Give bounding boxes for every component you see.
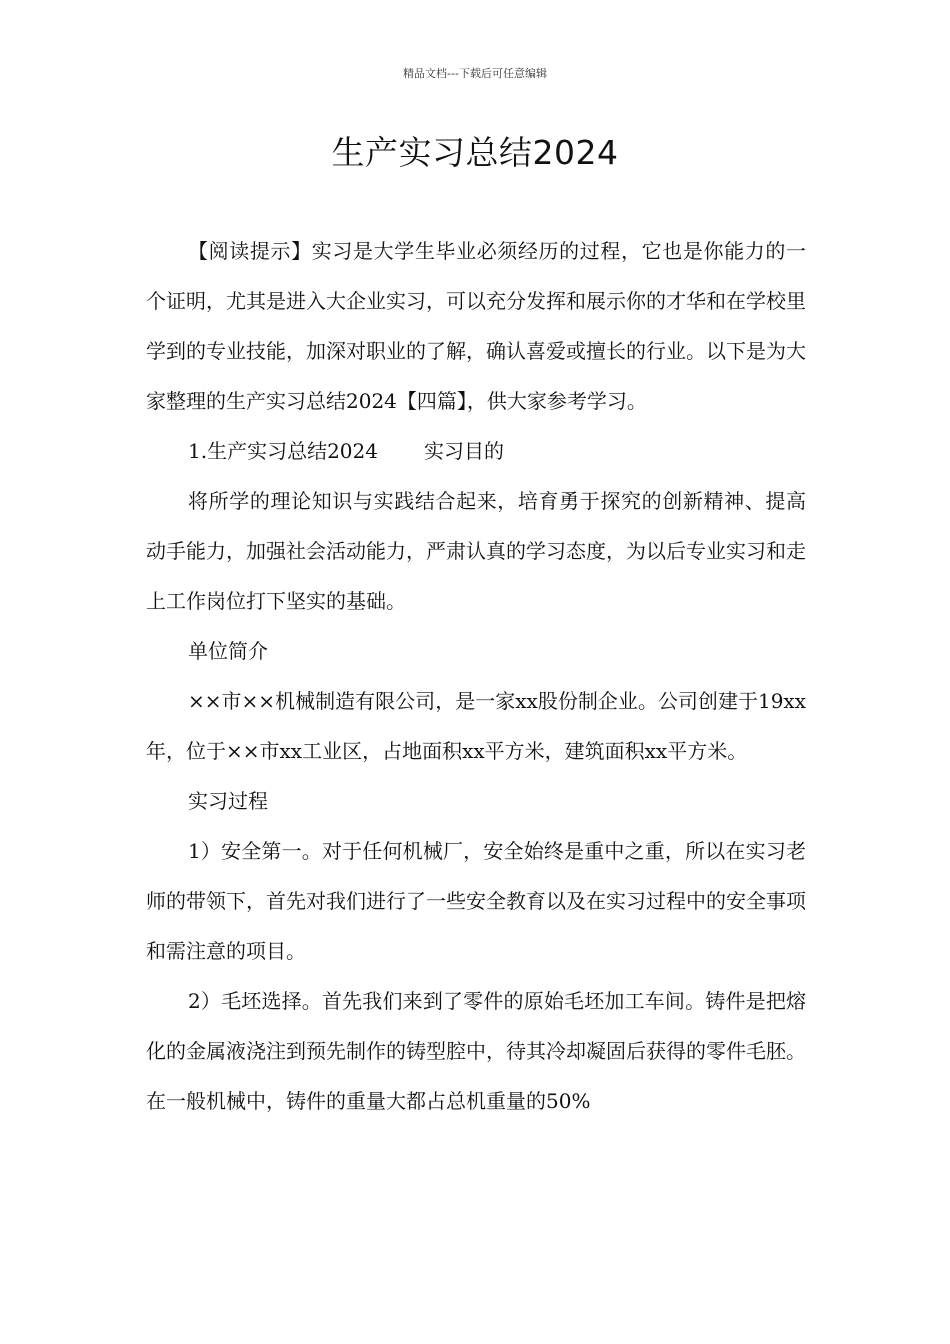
purpose-paragraph: 将所学的理论知识与实践结合起来，培育勇于探究的创新精神、提高动手能力，加强社会活动能力，严肃认真的学习态度，为以后专业实习和走上工作岗位打下坚实的基础。: [146, 489, 806, 613]
document-title: 生产实习总结2024: [331, 133, 619, 172]
unit-heading: 单位简介: [188, 639, 268, 663]
process-heading: 实习过程: [188, 789, 268, 813]
unit-paragraph: ××市××机械制造有限公司，是一家xx股份制企业。公司创建于19xx年，位于××市xx工业区，占地面积xx平方米，建筑面积xx平方米。: [146, 689, 806, 763]
document-body: [146, 226, 806, 1126]
header-note: 精品文档---下载后可任意编辑: [403, 67, 547, 80]
section-heading: [146, 426, 806, 476]
section-heading-title: 1.生产实习总结2024: [188, 439, 378, 463]
process-item-1: 1）安全第一。对于任何机械厂，安全始终是重中之重，所以在实习老师的带领下，首先对我们进行了一些安全教育以及在实习过程中的安全事项和需注意的项目。: [146, 839, 806, 963]
process-item-2: 2）毛坯选择。首先我们来到了零件的原始毛坯加工车间。铸件是把熔化的金属液浇注到预先制作的铸型腔中，待其冷却凝固后获得的零件毛胚。在一般机械中，铸件的重量大都占总机重量的50%: [146, 989, 806, 1113]
section-heading-subtitle: 实习目的: [423, 439, 504, 463]
reading-tip-paragraph: 【阅读提示】实习是大学生毕业必须经历的过程，它也是你能力的一个证明，尤其是进入大企业实习，可以充分发挥和展示你的才华和在学校里学到的专业技能，加深对职业的了解，确认喜爱或擅长的行业。以下是为大家整理的生产实习总结2024【四篇】，供大家参考学习。: [146, 239, 806, 413]
